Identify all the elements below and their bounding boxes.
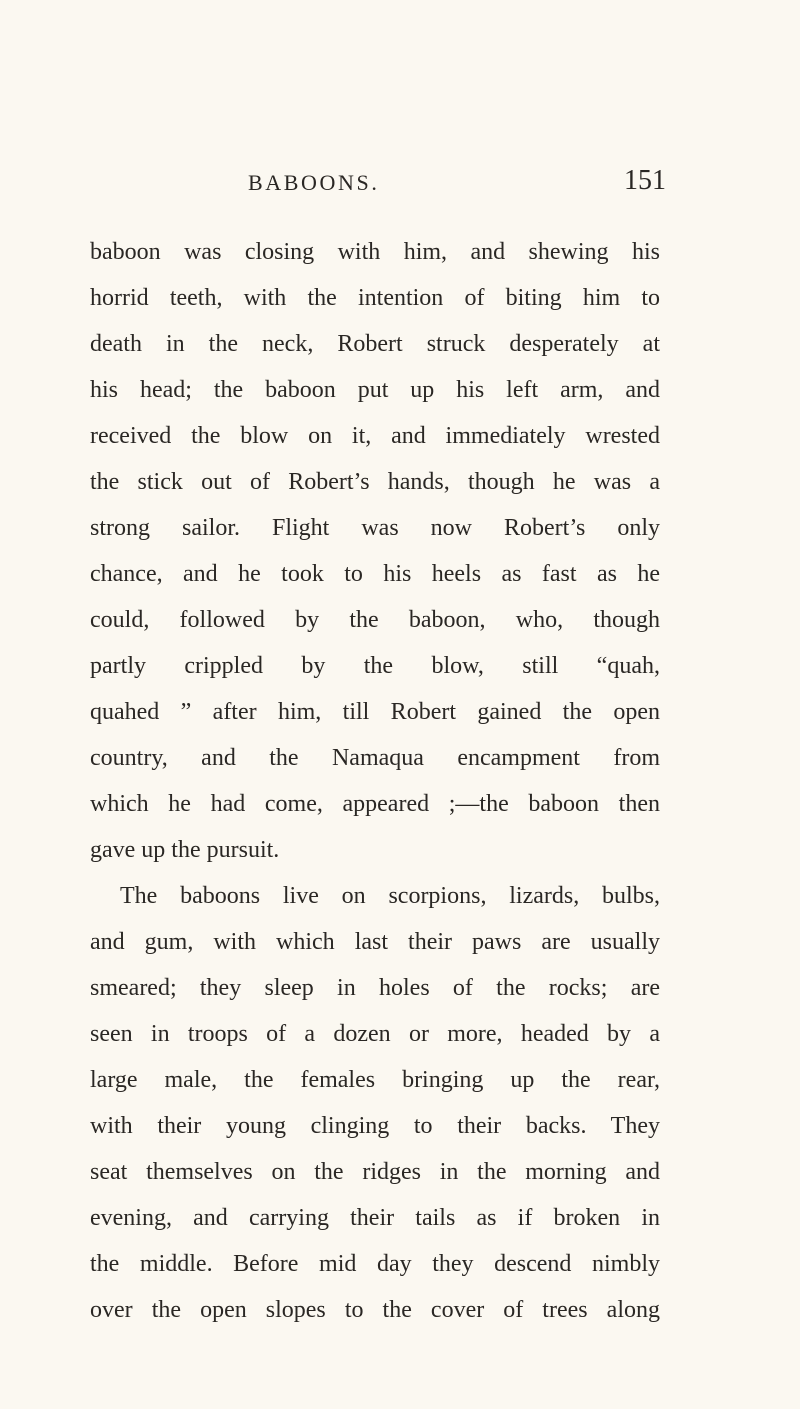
text-line: partly crippled by the blow, still “quah, — [90, 653, 660, 679]
text-line: the stick out of Robert’s hands, though he was a — [90, 469, 660, 495]
body-text — [90, 229, 660, 1333]
text-line: evening, and carrying their tails as if broken in — [90, 1205, 660, 1231]
text-line: The baboons live on scorpions, lizards, bulbs, — [120, 883, 660, 909]
running-head — [0, 166, 800, 200]
text-line: horrid teeth, with the intention of biting him to — [90, 285, 660, 311]
text-line: large male, the females bringing up the rear, — [90, 1067, 660, 1093]
text-line: baboon was closing with him, and shewing his — [90, 239, 660, 265]
text-line: with their young clinging to their backs. They — [90, 1113, 660, 1139]
text-line: chance, and he took to his heels as fast as he — [90, 561, 660, 587]
text-line: could, followed by the baboon, who, though — [90, 607, 660, 633]
text-line: gave up the pursuit. — [90, 837, 280, 863]
text-line: his head; the baboon put up his left arm, and — [90, 377, 660, 403]
text-line: death in the neck, Robert struck desperately at — [90, 331, 660, 357]
text-line: and gum, with which last their paws are usually — [90, 929, 660, 955]
text-line: quahed ” after him, till Robert gained the open — [90, 699, 660, 725]
text-line: which he had come, appeared ;—the baboon then — [90, 791, 660, 817]
page-number: 151 — [624, 165, 666, 196]
text-line: over the open slopes to the cover of trees along — [90, 1297, 660, 1323]
text-line: country, and the Namaqua encampment from — [90, 745, 660, 771]
text-line: the middle. Before mid day they descend nimbly — [90, 1251, 660, 1277]
text-line: seen in troops of a dozen or more, headed by a — [90, 1021, 660, 1047]
text-line: strong sailor. Flight was now Robert’s only — [90, 515, 660, 541]
text-line: smeared; they sleep in holes of the rocks; are — [90, 975, 660, 1001]
text-line: seat themselves on the ridges in the morning and — [90, 1159, 660, 1185]
text-line: received the blow on it, and immediately wrested — [90, 423, 660, 449]
running-title: BABOONS. — [248, 170, 380, 195]
